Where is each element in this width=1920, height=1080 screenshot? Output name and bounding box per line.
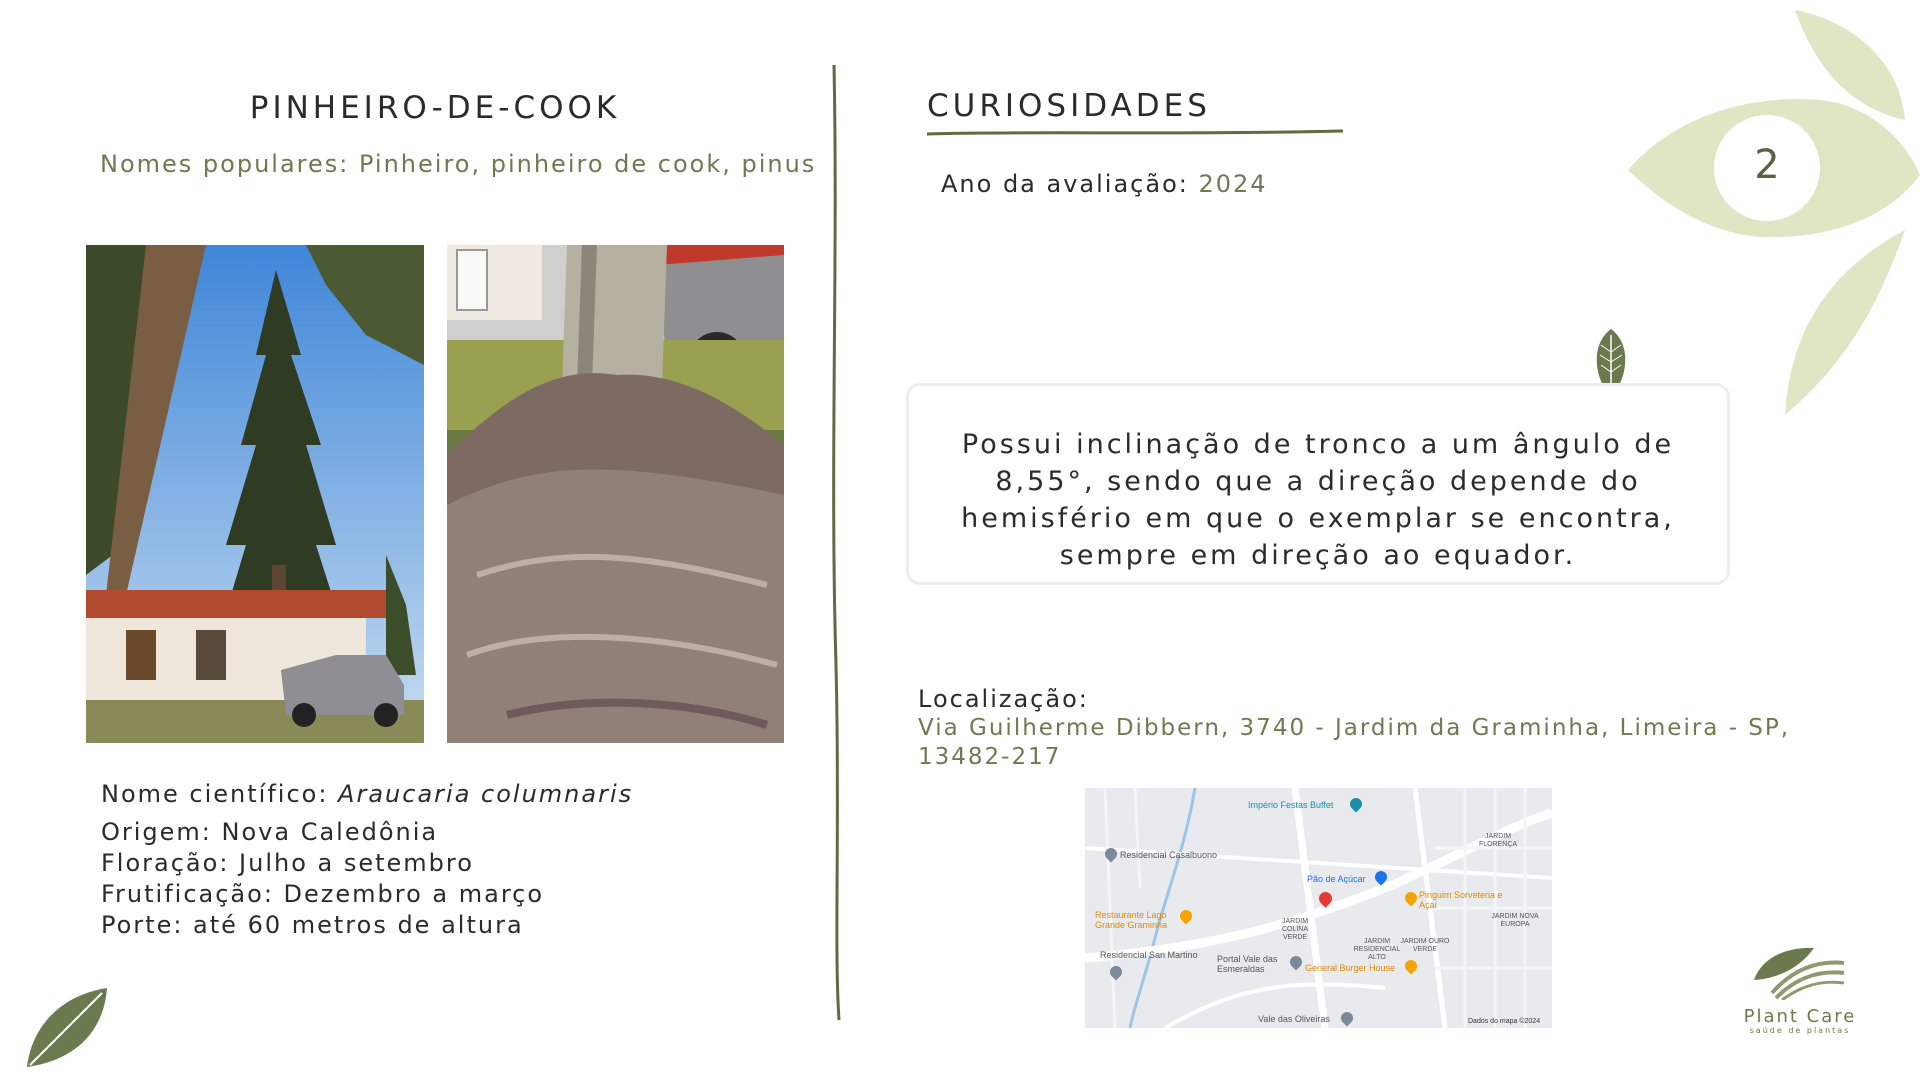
map-label-pinguim: Pinguim Sorveteria e Açaí bbox=[1419, 890, 1503, 910]
decorative-leaves-top-right bbox=[1620, 0, 1920, 420]
map-label-oliveiras: Vale das Oliveiras bbox=[1258, 1014, 1330, 1024]
curiosities-title: CURIOSIDADES bbox=[927, 88, 1211, 124]
size-line: Porte: até 60 metros de altura bbox=[101, 911, 524, 939]
plant-care-logo-icon bbox=[1752, 945, 1847, 1000]
column-divider bbox=[828, 65, 848, 1025]
logo-name: Plant Care bbox=[1743, 1006, 1857, 1027]
tree-trunk-photo bbox=[447, 245, 784, 743]
tree-photo-full bbox=[86, 245, 424, 743]
location-map[interactable] bbox=[1085, 788, 1552, 1028]
curiosity-text: Possui inclinação de tronco a um ângulo de 8,55°, sendo que a direção depende do hemisfério em que o exemplar se encontra, sempre em direção ao equador. bbox=[961, 429, 1675, 571]
map-label-ouro-verde: JARDIM OURO VERDE bbox=[1400, 938, 1450, 953]
map-label-burger: General Burger House bbox=[1305, 963, 1396, 973]
plant-title: PINHEIRO-DE-COOK bbox=[249, 90, 621, 126]
evaluation-year-label: Ano da avaliação: bbox=[941, 170, 1199, 198]
scientific-name-line bbox=[101, 780, 633, 808]
origin-line: Origem: Nova Caledônia bbox=[101, 818, 439, 846]
map-label-san-martino: Residencial San Martino bbox=[1100, 950, 1198, 960]
map-label-colina: JARDIM COLINA VERDE bbox=[1281, 918, 1309, 941]
map-label-residencial-alto: JARDIM RESIDENCIAL ALTO bbox=[1353, 938, 1401, 961]
flowering-line: Floração: Julho a setembro bbox=[101, 849, 474, 877]
scientific-name-value: Araucaria columnaris bbox=[338, 780, 634, 808]
map-credits: Dados do mapa ©2024 bbox=[1468, 1018, 1541, 1025]
scientific-name-label: Nome científico: bbox=[101, 780, 339, 808]
fruiting-line: Frutificação: Dezembro a março bbox=[101, 880, 545, 908]
map-label-casalbuono: Residencial Casalbuono bbox=[1120, 850, 1218, 860]
title-underline bbox=[925, 128, 1345, 138]
map-label-imperio: Império Festas Buffet bbox=[1248, 800, 1334, 810]
map-label-florenca: JARDIM FLORENÇA bbox=[1478, 833, 1518, 848]
location-address: Via Guilherme Dibbern, 3740 - Jardim da Graminha, Limeira - SP, 13482-217 bbox=[918, 715, 1791, 770]
curiosity-card bbox=[906, 383, 1730, 585]
page-number: 2 bbox=[1754, 142, 1780, 188]
map-label-lago: Restaurante Lago Grande Graminha bbox=[1095, 910, 1168, 930]
evaluation-year-value: 2024 bbox=[1198, 170, 1268, 198]
evaluation-year bbox=[941, 170, 1268, 198]
map-label-nova-europa: JARDIM NOVA EUROPA bbox=[1491, 913, 1539, 928]
leaf-icon-bottom-left bbox=[22, 985, 112, 1070]
popular-names: Nomes populares: Pinheiro, pinheiro de cook, pinus bbox=[100, 150, 817, 178]
map-label-pao: Pão de Açúcar bbox=[1307, 874, 1366, 884]
logo-tagline: saúde de plantas bbox=[1749, 1026, 1851, 1035]
location-label: Localização: bbox=[918, 685, 1089, 713]
map-label-portal: Portal Vale das Esmeraldas bbox=[1217, 954, 1278, 974]
